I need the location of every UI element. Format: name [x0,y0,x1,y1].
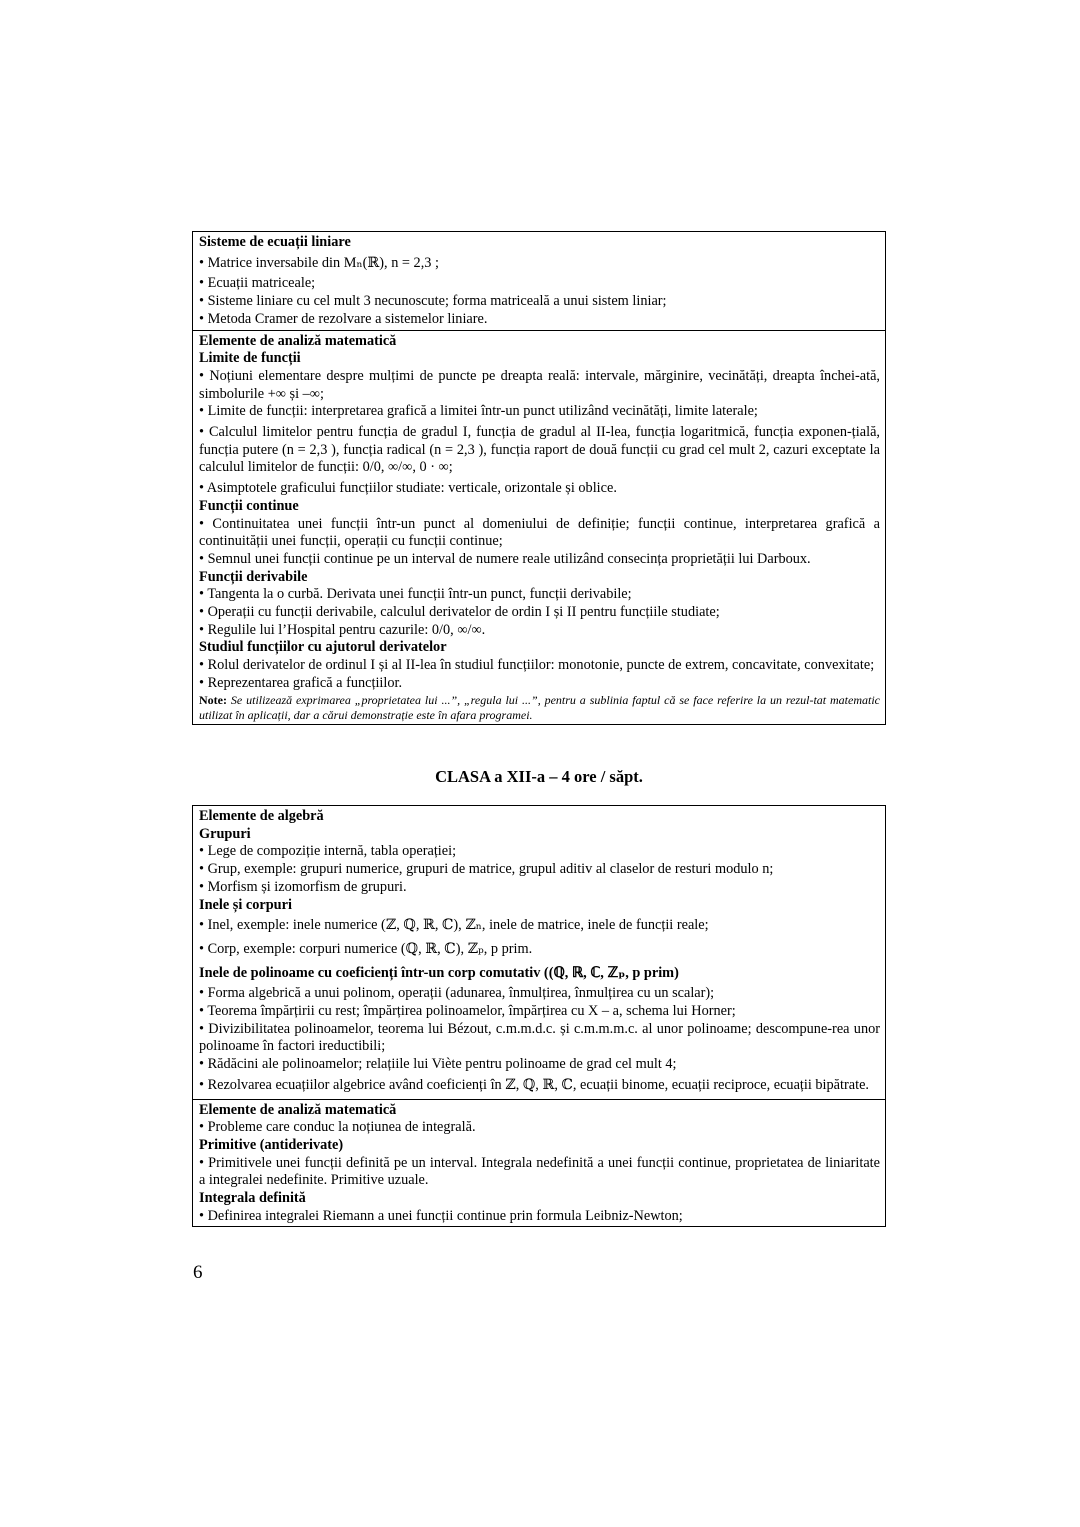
section-heading: Primitive (antiderivate) [199,1136,344,1153]
section-heading: Funcții continue [199,497,299,514]
content-line: • Limite de funcții: interpretarea grafică a limitei într-un punct utilizând vecinătăți, limite laterale; [199,403,758,420]
section-heading: Sisteme de ecuații liniare [199,234,351,250]
section-heading: Studiul funcțiilor cu ajutorul derivatelor [199,639,447,656]
section-heading: Grupuri [199,825,251,842]
content-line: • Reprezentarea grafică a funcțiilor. [199,674,403,691]
section-heading: Integrala definită [199,1190,306,1207]
table-section [193,232,885,330]
note-label: Note: [199,692,227,707]
table-section [193,1099,885,1227]
content-line: • Continuitatea unei funcții într-un punct al domeniului de definiție; funcții continue, interpretarea grafică a continuității unei funcții, operații cu funcții continue; [199,515,880,550]
content-line: • Tangenta la o curbă. Derivata unei funcții într-un punct, funcții derivabile; [199,586,632,603]
content-line: • Matrice inversabile din Mₙ(ℝ), n = 2,3 ; [199,254,439,271]
section-heading: Inele de polinoame cu coeficienți într-un corp comutativ ((ℚ, ℝ, ℂ, ℤₚ, p prim) [199,964,679,981]
content-line: • Sisteme liniare cu cel mult 3 necunoscute; forma matriceală a unui sistem liniar; [199,293,667,310]
section-title: CLASA a XII-a – 4 ore / săpt. [435,767,643,786]
content-line: • Morfism și izomorfism de grupuri. [199,878,407,895]
content-line: • Teorema împărțirii cu rest; împărțirea polinoamelor, împărțirea cu X – a, schema lui Horner; [199,1003,736,1020]
content-line: • Rolul derivatelor de ordinul I și al II-lea în studiul funcțiilor: monotonie, puncte de extrem, concavitate, convexitate; [199,657,875,674]
table-section [193,330,885,724]
section-heading: Elemente de analiză matematică [199,1101,397,1118]
content-line: • Ecuații matriceale; [199,275,316,292]
content-line: • Rădăcini ale polinoamelor; relațiile lui Viète pentru polinoame de grad cel mult 4; [199,1056,677,1073]
section-heading: Elemente de analiză matematică [199,332,397,349]
content-line: • Inel, exemple: inele numerice (ℤ, ℚ, ℝ, ℂ), ℤₙ, inele de matrice, inele de funcții reale; [199,917,709,934]
content-line: • Corp, exemple: corpuri numerice (ℚ, ℝ, ℂ), ℤₚ, p prim. [199,940,533,957]
table-section [193,806,885,1099]
section-heading: Limite de funcții [199,350,301,367]
content-line: • Primitivele unei funcții definită pe un interval. Integrala nedefinită a unei funcții continue, proprietatea de liniaritate a integralei nedefinite. Primitive uzuale. [199,1154,880,1189]
content-line: • Definirea integralei Riemann a unei funcții continue prin formula Leibniz-Newton; [199,1207,683,1224]
content-line: • Grup, exemple: grupuri numerice, grupuri de matrice, grupul aditiv al claselor de resturi modulo n; [199,861,774,878]
content-line: • Calculul limitelor pentru funcția de gradul I, funcția de gradul al II-lea, funcția logaritmică, funcția exponen-țială, funcția putere (n = 2,3 ), funcția radical (n = 2,3 ), funcția raport de două funcții cu grad cel mult 2, cazuri exceptate la calculul limitelor de funcții: 0/0, ∞/∞, 0 · ∞; [199,424,880,476]
curriculum-table-top [192,231,886,725]
curriculum-table-bottom [192,805,886,1227]
content-line: • Regulile lui l’Hospital pentru cazurile: 0/0, ∞/∞. [199,621,486,638]
content-line: • Forma algebrică a unui polinom, operații (adunarea, înmulțirea, înmulțirea cu un scalar); [199,985,715,1002]
note [199,693,880,723]
content-line: • Metoda Cramer de rezolvare a sistemelor liniare. [199,310,488,327]
page-number: 6 [193,1262,203,1283]
content-line: • Probleme care conduc la noțiunea de integrală. [199,1119,476,1136]
section-heading: Elemente de algebră [199,808,324,824]
content-line: • Asimptotele graficului funcțiilor studiate: verticale, orizontale și oblice. [199,480,617,497]
content-line: • Divizibilitatea polinoamelor, teorema lui Bézout, c.m.m.d.c. și c.m.m.m.c. al unor polinoame; descompune-rea unor polinoame în factori ireductibili; [199,1020,880,1055]
section-heading: Inele și corpuri [199,896,292,913]
note-text: Se utilizează exprimarea „proprietatea lui ...”, „regula lui ...”, pentru a sublinia faptul că se face referire la un rezul-tat matematic utilizat în aplicații, dar a cărui demonstrație este în afara programei. [199,692,881,722]
content-line: • Lege de compoziție internă, tabla operației; [199,843,457,860]
section-heading: Funcții derivabile [199,568,308,585]
content-line: • Noțiuni elementare despre mulțimi de puncte pe dreapta reală: intervale, mărginire, vecinătăți, dreapta închei-ată, simbolurile +∞ și –∞; [199,367,880,402]
content-line: • Rezolvarea ecuațiilor algebrice având coeficienți în ℤ, ℚ, ℝ, ℂ, ecuații binome, ecuații reciproce, ecuații bipătrate. [199,1076,869,1093]
content-line: • Operații cu funcții derivabile, calculul derivatelor de ordin I și II pentru funcțiile studiate; [199,604,720,621]
content-line: • Semnul unei funcții continue pe un interval de numere reale utilizând consecința proprietății lui Darboux. [199,550,811,567]
